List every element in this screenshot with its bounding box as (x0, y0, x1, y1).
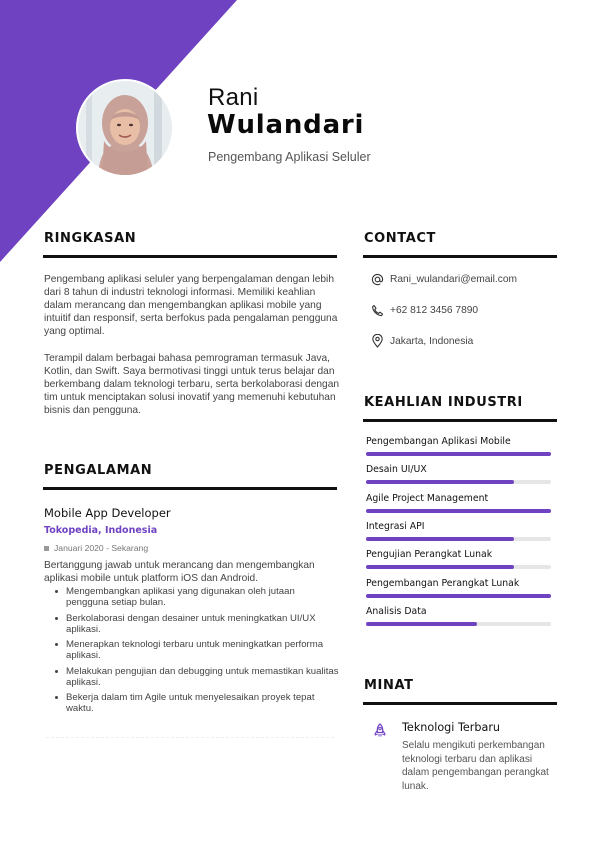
skill-item (366, 578, 552, 598)
interests-divider (363, 702, 557, 705)
section-separator (46, 737, 334, 738)
skill-item (366, 521, 552, 541)
summary-paragraph: Pengembang aplikasi seluler yang berpengalaman dengan lebih dari 8 tahun di industri teknologi informasi. Memiliki keahlian dalam merancang dan mengembangkan aplikasi mobile yang intuitif dan responsif, serta berfokus pada pengalaman pengguna yang optimal. (44, 274, 338, 337)
skill-label: Desain UI/UX (366, 464, 427, 476)
achievement-item: Menerapkan teknologi terbaru untuk meningkatkan performa aplikasi. (66, 639, 340, 661)
job-dates-text: Januari 2020 - Sekarang (54, 543, 149, 553)
contact-location-text: Jakarta, Indonesia (390, 335, 474, 347)
contact-email[interactable] (371, 273, 517, 286)
skill-bar-fill (366, 622, 477, 626)
skill-bar-fill (366, 509, 551, 513)
rocket-icon (373, 723, 387, 738)
last-name: Wulandari (207, 110, 365, 140)
skill-bar-fill (366, 565, 514, 569)
skill-item (366, 549, 552, 569)
skill-bar-fill (366, 594, 551, 598)
skill-bar-track (366, 594, 551, 598)
job-position: Mobile App Developer (44, 506, 171, 520)
skills-divider (363, 419, 557, 422)
job-role: Pengembang Aplikasi Seluler (208, 150, 371, 164)
job-description: Bertanggung jawab untuk merancang dan mengembangkan aplikasi mobile untuk platform iOS dan Android. (44, 560, 315, 584)
skill-label: Pengujian Perangkat Lunak (366, 549, 493, 561)
summary-paragraph: Terampil dalam berbagai bahasa pemrograman termasuk Java, Kotlin, dan Swift. Saya bermotivasi tinggi untuk terus belajar dan berkembang dalam teknologi terbaru, serta berkolaborasi dengan tim untuk menciptakan solusi inovatif yang memenuhi kebutuhan bisnis dan pengguna. (44, 353, 340, 416)
skill-label: Analisis Data (366, 605, 427, 617)
skill-item (366, 464, 552, 484)
skill-bar-track (366, 480, 551, 484)
phone-icon (371, 304, 384, 317)
profile-photo (76, 79, 174, 177)
summary-divider (43, 255, 337, 258)
skill-item (366, 436, 552, 456)
contact-phone[interactable] (371, 304, 478, 317)
first-name: Rani (208, 84, 259, 111)
interest-title: Teknologi Terbaru (402, 721, 501, 734)
job-dates (44, 543, 148, 553)
skill-bar-track (366, 452, 551, 456)
avatar-illustration (78, 81, 172, 175)
contact-divider (363, 255, 557, 258)
location-pin-icon (371, 334, 384, 348)
skill-bar-fill (366, 537, 514, 541)
at-sign-icon (371, 273, 384, 286)
job-company: Tokopedia, Indonesia (44, 525, 158, 536)
calendar-icon (44, 546, 49, 551)
job-achievements (66, 586, 340, 719)
skill-bar-track (366, 622, 551, 626)
contact-email-text: Rani_wulandari@email.com (390, 274, 517, 285)
achievement-item: Melakukan pengujian dan debugging untuk memastikan kualitas aplikasi. (66, 665, 339, 688)
skill-item (366, 493, 552, 513)
achievement-item: Berkolaborasi dengan desainer untuk meningkatkan UI/UX aplikasi. (66, 613, 340, 635)
contact-phone-text: +62 812 3456 7890 (390, 305, 479, 316)
skill-label: Integrasi API (366, 520, 425, 532)
skill-label: Pengembangan Perangkat Lunak (366, 577, 520, 589)
experience-divider (43, 487, 337, 490)
skill-bar-track (366, 537, 551, 541)
skill-bar-fill (366, 480, 514, 484)
interests-heading: MINAT (364, 678, 414, 693)
interest-description: Selalu mengikuti perkembangan teknologi terbaru dan aplikasi dalam pengembangan perangkat lunak. (402, 740, 549, 792)
skill-bar-track (366, 509, 551, 513)
skill-bar-track (366, 565, 551, 569)
achievement-item: Mengembangkan aplikasi yang digunakan oleh jutaan pengguna setiap bulan. (66, 586, 340, 608)
contact-location (371, 334, 473, 348)
experience-heading: PENGALAMAN (44, 463, 153, 478)
skill-label: Pengembangan Aplikasi Mobile (366, 436, 511, 447)
contact-heading: CONTACT (364, 231, 436, 246)
skills-heading: KEAHLIAN INDUSTRI (364, 395, 523, 410)
skill-item (366, 606, 552, 626)
skill-label: Agile Project Management (366, 492, 489, 504)
achievement-item: Bekerja dalam tim Agile untuk menyelesaikan proyek tepat waktu. (66, 692, 340, 714)
skill-bar-fill (366, 452, 551, 456)
summary-heading: RINGKASAN (44, 231, 137, 246)
